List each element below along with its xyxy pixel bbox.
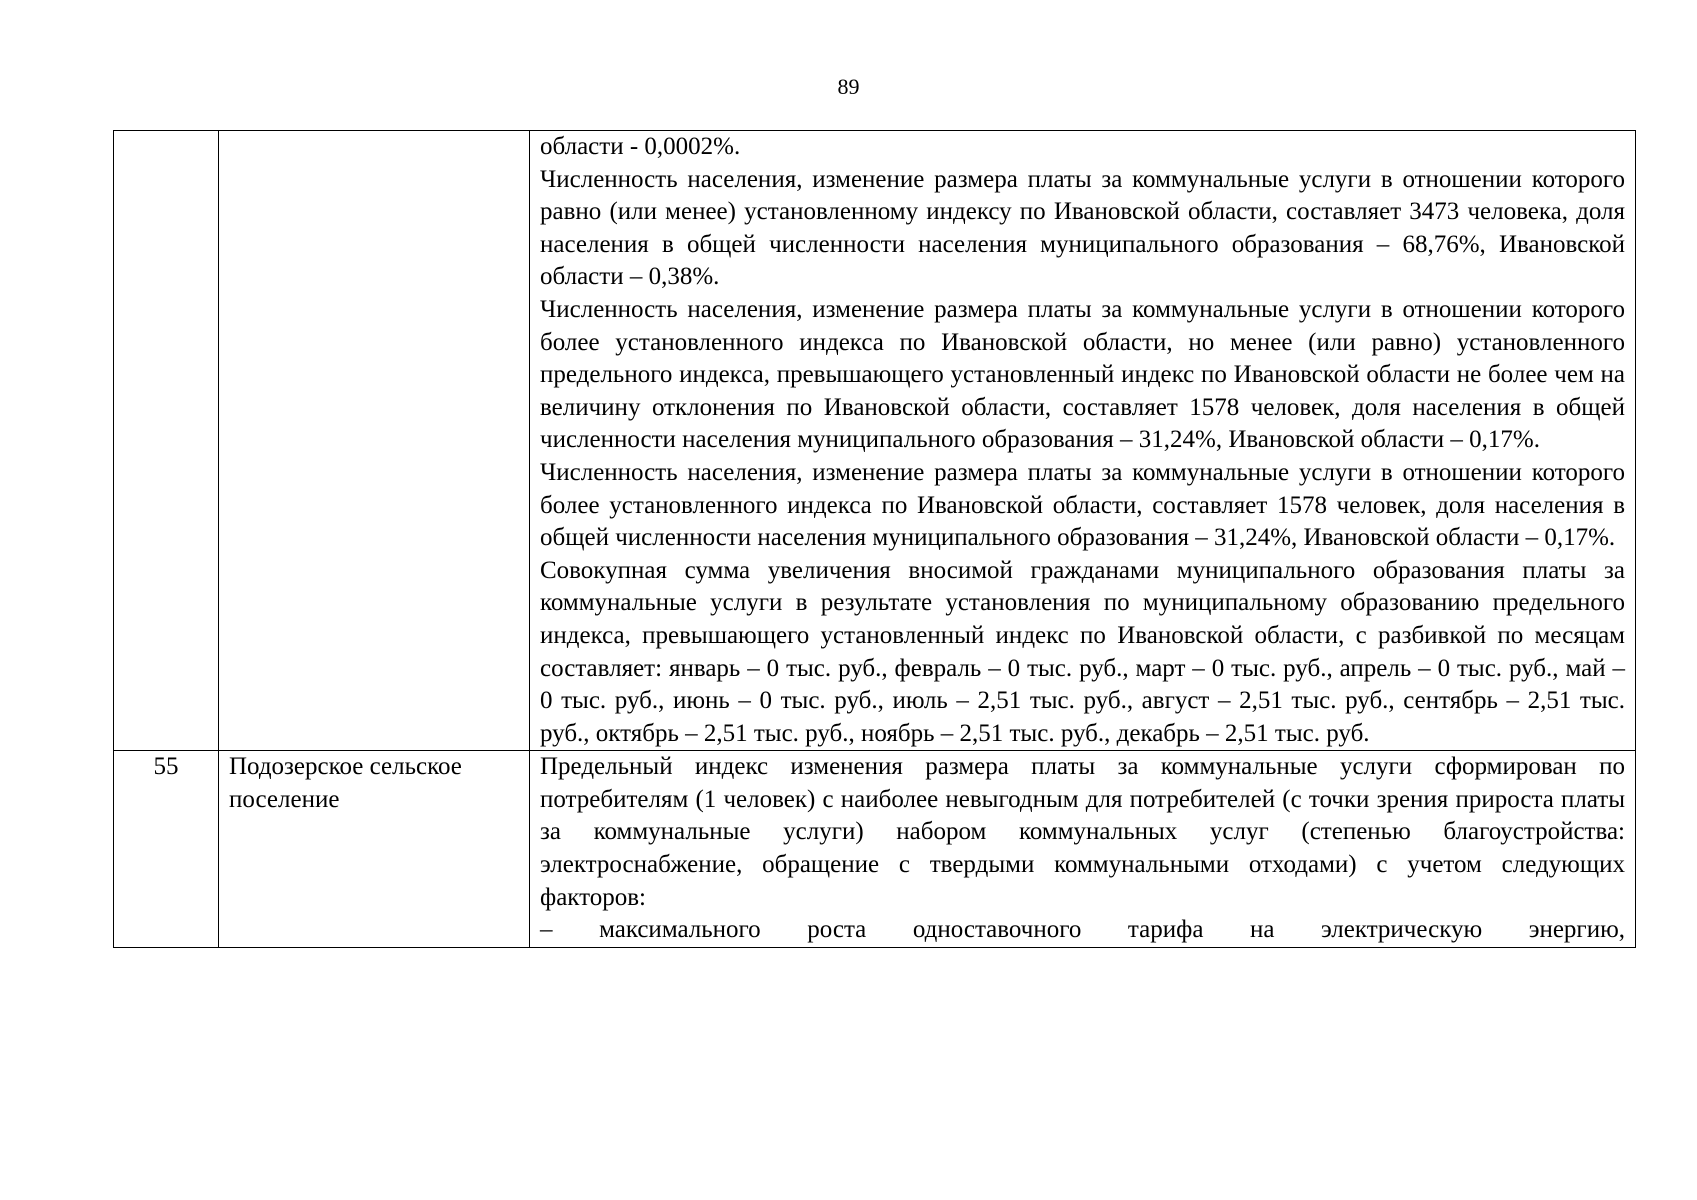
description-cell [530,131,1636,751]
paragraph: Численность населения, изменение размера платы за коммунальные услуги в отношении которого равно (или менее) установленному индексу по Ивановской области, составляет 3473 человека, доля населения в общей численности населения муниципального образования – 68,76%, Ивановской области – 0,38%. [540,165,1625,291]
paragraph: области - 0,0002%. [540,133,741,160]
paragraph: – максимального роста одноставочного тарифа на электрическую энергию, [540,916,1625,944]
paragraph: Численность населения, изменение размера платы за коммунальные услуги в отношении которого более установленного индекса по Ивановской области, составляет 1578 человек, доля населения в общей численности населения муниципального образования – 31,24%, Ивановской области – 0,17%. [540,458,1625,552]
table-row [114,131,1636,751]
row-number-cell [114,131,219,751]
paragraph: Численность населения, изменение размера платы за коммунальные услуги в отношении которого более установленного индекса по Ивановской области, но менее (или равно) установленного предельного индекса, превышающего установленный индекс по Ивановской области не более чем на величину отклонения по Ивановской области, составляет 1578 человек, доля населения в общей численности населения муниципального образования – 31,24%, Ивановской области – 0,17%. [540,295,1625,454]
paragraph: Совокупная сумма увеличения вносимой гражданами муниципального образования платы за коммунальные услуги в результате установления по муниципальному образованию предельного индекса, превышающего установленный индекс по Ивановской области, с разбивкой по месяцам составляет: январь – 0 тыс. руб., февраль – 0 тыс. руб., март – 0 тыс. руб., апрель – 0 тыс. руб., май – 0 тыс. руб., июнь – 0 тыс. руб., июль – 2,51 тыс. руб., август – 2,51 тыс. руб., сентябрь – 2,51 тыс. руб., октябрь – 2,51 тыс. руб., ноябрь – 2,51 тыс. руб., декабрь – 2,51 тыс. руб. [540,556,1625,747]
document-table [113,130,1636,948]
municipality-name-cell [219,131,530,751]
page-number: 89 [837,74,860,99]
row-number-cell: 55 [114,751,219,948]
municipality-name-cell: Подозерское сельское поселение [219,751,530,948]
table-row [114,751,1636,948]
paragraph: Предельный индекс изменения размера платы за коммунальные услуги сформирован по потребителям (1 человек) с наиболее невыгодным для потребителей (с точки зрения прироста платы за коммунальные услуги) набором коммунальных услуг (степенью благоустройства: электроснабжение, обращение с твердыми коммунальными отходами) с учетом следующих факторов: [540,753,1625,911]
description-cell [530,751,1636,948]
